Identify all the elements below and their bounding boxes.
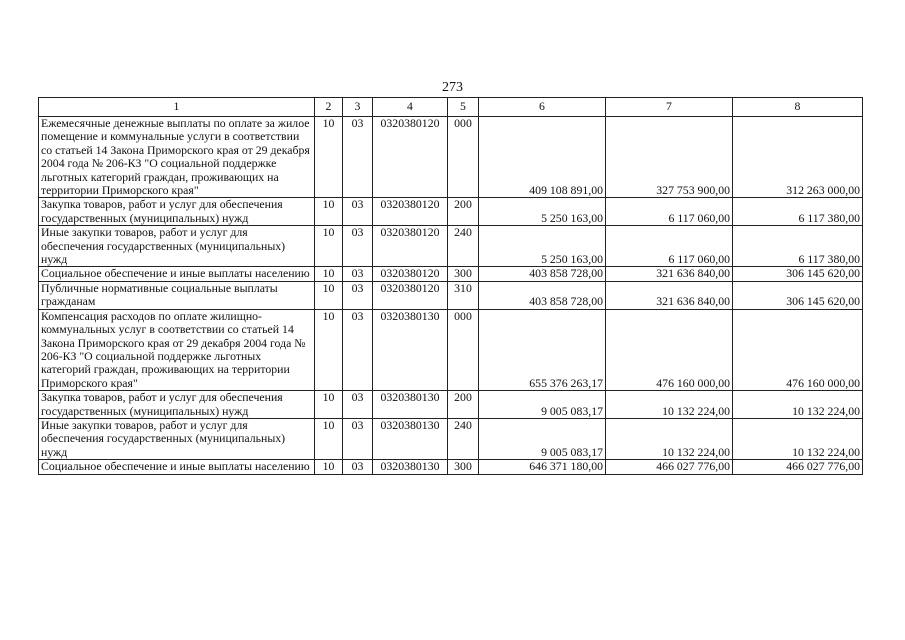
expense-type-code: 000 — [448, 117, 479, 198]
expense-type-code: 310 — [448, 281, 479, 309]
amount-col-7: 476 160 000,00 — [606, 309, 733, 390]
amount-col-7: 321 636 840,00 — [606, 267, 733, 281]
section-code: 10 — [315, 391, 343, 419]
expense-name: Закупка товаров, работ и услуг для обеспечения государственных (муниципальных) нужд — [39, 198, 315, 226]
column-header: 6 — [479, 98, 606, 117]
expense-name: Социальное обеспечение и иные выплаты населению — [39, 460, 315, 474]
amount-col-6: 5 250 163,00 — [479, 226, 606, 267]
column-header: 3 — [343, 98, 373, 117]
amount-col-7: 6 117 060,00 — [606, 226, 733, 267]
amount-col-6: 646 371 180,00 — [479, 460, 606, 474]
header-row — [39, 98, 863, 117]
expense-name: Компенсация расходов по оплате жилищно-коммунальных услуг в соответствии со статьей 14 Закона Приморского края от 29 декабря 2004 года № 206-КЗ "О социальной поддержке льготных категорий граждан, проживающих на территории Приморского края" — [39, 309, 315, 390]
amount-col-7: 6 117 060,00 — [606, 198, 733, 226]
section-code: 10 — [315, 226, 343, 267]
amount-col-8: 466 027 776,00 — [733, 460, 863, 474]
amount-col-7: 321 636 840,00 — [606, 281, 733, 309]
subsection-code: 03 — [343, 281, 373, 309]
expense-name: Публичные нормативные социальные выплаты гражданам — [39, 281, 315, 309]
amount-col-7: 10 132 224,00 — [606, 418, 733, 459]
subsection-code: 03 — [343, 117, 373, 198]
table-row — [39, 391, 863, 419]
table-row — [39, 198, 863, 226]
column-header: 7 — [606, 98, 733, 117]
amount-col-8: 10 132 224,00 — [733, 418, 863, 459]
section-code: 10 — [315, 309, 343, 390]
expense-type-code: 300 — [448, 267, 479, 281]
subsection-code: 03 — [343, 418, 373, 459]
amount-col-6: 655 376 263,17 — [479, 309, 606, 390]
amount-col-8: 10 132 224,00 — [733, 391, 863, 419]
amount-col-8: 6 117 380,00 — [733, 226, 863, 267]
amount-col-6: 403 858 728,00 — [479, 267, 606, 281]
section-code: 10 — [315, 198, 343, 226]
amount-col-6: 403 858 728,00 — [479, 281, 606, 309]
target-article-code: 0320380130 — [373, 418, 448, 459]
amount-col-6: 9 005 083,17 — [479, 418, 606, 459]
section-code: 10 — [315, 460, 343, 474]
section-code: 10 — [315, 281, 343, 309]
subsection-code: 03 — [343, 309, 373, 390]
expense-type-code: 200 — [448, 391, 479, 419]
table-row — [39, 267, 863, 281]
amount-col-8: 312 263 000,00 — [733, 117, 863, 198]
expense-type-code: 300 — [448, 460, 479, 474]
subsection-code: 03 — [343, 460, 373, 474]
target-article-code: 0320380120 — [373, 267, 448, 281]
amount-col-7: 327 753 900,00 — [606, 117, 733, 198]
column-header: 8 — [733, 98, 863, 117]
column-header: 5 — [448, 98, 479, 117]
section-code: 10 — [315, 117, 343, 198]
subsection-code: 03 — [343, 267, 373, 281]
table-row — [39, 281, 863, 309]
amount-col-7: 10 132 224,00 — [606, 391, 733, 419]
amount-col-6: 9 005 083,17 — [479, 391, 606, 419]
target-article-code: 0320380130 — [373, 460, 448, 474]
amount-col-8: 306 145 620,00 — [733, 267, 863, 281]
amount-col-8: 306 145 620,00 — [733, 281, 863, 309]
expense-name: Закупка товаров, работ и услуг для обеспечения государственных (муниципальных) нужд — [39, 391, 315, 419]
expense-type-code: 240 — [448, 418, 479, 459]
table-row — [39, 418, 863, 459]
budget-table — [38, 97, 863, 475]
subsection-code: 03 — [343, 226, 373, 267]
table-row — [39, 117, 863, 198]
expense-type-code: 000 — [448, 309, 479, 390]
expense-name: Ежемесячные денежные выплаты по оплате за жилое помещение и коммунальные услуги в соответствии со статьей 14 Закона Приморского края от 29 декабря 2004 года № 206-КЗ "О социальной поддержке льготных категорий граждан, проживающих на территории Приморского края" — [39, 117, 315, 198]
amount-col-8: 476 160 000,00 — [733, 309, 863, 390]
page-number: 273 — [442, 80, 463, 95]
expense-name: Иные закупки товаров, работ и услуг для обеспечения государственных (муниципальных) нужд — [39, 226, 315, 267]
expense-type-code: 200 — [448, 198, 479, 226]
column-header: 4 — [373, 98, 448, 117]
target-article-code: 0320380120 — [373, 226, 448, 267]
amount-col-8: 6 117 380,00 — [733, 198, 863, 226]
table-row — [39, 226, 863, 267]
subsection-code: 03 — [343, 391, 373, 419]
column-header: 1 — [39, 98, 315, 117]
amount-col-7: 466 027 776,00 — [606, 460, 733, 474]
target-article-code: 0320380120 — [373, 281, 448, 309]
expense-type-code: 240 — [448, 226, 479, 267]
expense-name: Иные закупки товаров, работ и услуг для обеспечения государственных (муниципальных) нужд — [39, 418, 315, 459]
amount-col-6: 409 108 891,00 — [479, 117, 606, 198]
table-row — [39, 460, 863, 474]
table-row — [39, 309, 863, 390]
amount-col-6: 5 250 163,00 — [479, 198, 606, 226]
target-article-code: 0320380120 — [373, 198, 448, 226]
expense-name: Социальное обеспечение и иные выплаты населению — [39, 267, 315, 281]
section-code: 10 — [315, 418, 343, 459]
target-article-code: 0320380130 — [373, 309, 448, 390]
target-article-code: 0320380120 — [373, 117, 448, 198]
target-article-code: 0320380130 — [373, 391, 448, 419]
subsection-code: 03 — [343, 198, 373, 226]
section-code: 10 — [315, 267, 343, 281]
column-header: 2 — [315, 98, 343, 117]
